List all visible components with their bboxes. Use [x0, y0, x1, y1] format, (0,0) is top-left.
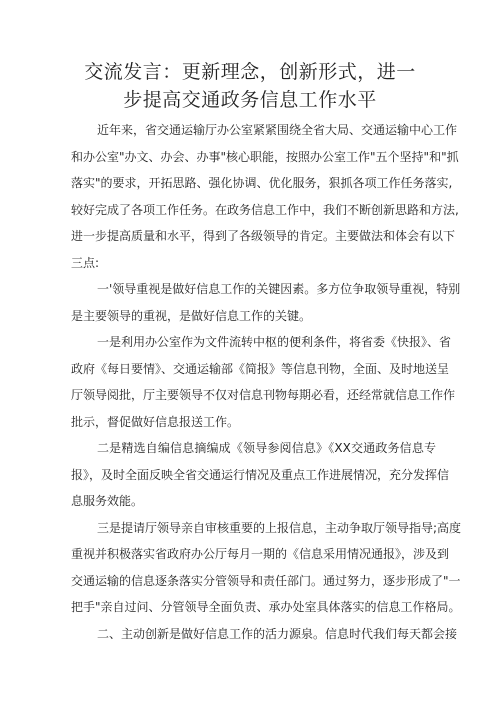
paragraph-1-line-6: 三点: — [71, 255, 100, 270]
paragraph-6-line-1: 二、主动创新是做好信息工作的活力源泉。信息时代我们每天都会接 — [97, 626, 458, 641]
paragraph-1-line-3: 落实"的要求，开拓思路、强化协调、优化服务，狠抓各项工作任务落实, — [71, 176, 453, 190]
paragraph-1-line-5: 进一步提高质量和水平，得到了各级领导的肯定。主要做法和体会有以下 — [71, 229, 456, 243]
paragraph-5-line-3: 交通运输的信息逐条落实分管领导和责任部门。通过努力，逐步形成了"一 — [71, 573, 461, 588]
paragraph-5-line-2: 重视并积极落实省政府办公厅每月一期的《信息采用情况通报》，涉及到 — [71, 547, 450, 561]
document-title-line-1: 交流发言：更新理念，创新形式，进一 — [84, 61, 416, 83]
paragraph-1-line-1: 近年来，省交通运输厅办公室紧紧围绕全省大局、交通运输中心工作 — [97, 123, 458, 137]
paragraph-2-line-1: 一'领导重视是做好信息工作的关键因素。多方位争取领导重视，特别 — [97, 282, 461, 296]
paragraph-5-line-4: 把手"亲自过问、分管领导全面负责、承办处室具体落实的信息工作格局。 — [71, 600, 461, 614]
paragraph-4-line-2: 报》，及时全面反映全省交通运行情况及重点工作进展情况，充分发挥信 — [71, 467, 450, 482]
paragraph-3-line-2: 政府《每日要情》、交通运输部《简报》等信息刊物，全面、及时地送呈 — [71, 361, 450, 376]
paragraph-1-line-2: 和办公室"办文、办会、办事"核心职能，按照办公室工作"五个坚持"和"抓 — [71, 149, 459, 164]
paragraph-1-line-4: 较好完成了各项工作任务。在政务信息工作中，我们不断创新思路和方法, — [71, 202, 459, 217]
document-title-line-2: 步提高交通政务信息工作水平 — [123, 89, 377, 111]
paragraph-2-line-2: 是主要领导的重视，是做好信息工作的关键。 — [71, 308, 312, 323]
paragraph-4-line-3: 息服务效能。 — [71, 494, 144, 508]
paragraph-3-line-3: 厅领导阅批，厅主要领导不仅对信息刊物每期必看，还经常就信息工作作 — [71, 388, 456, 402]
paragraph-3-line-1: 一是利用办公室作为文件流转中枢的便利条件，将省委《快报》、省 — [97, 335, 452, 349]
paragraph-4-line-1: 二是精选自编信息摘编成《领导参阅信息》《XX交通政务信息专 — [97, 441, 436, 455]
paragraph-3-line-4: 批示，督促做好信息报送工作。 — [71, 414, 240, 429]
paragraph-5-line-1: 三是提请厅领导亲自审核重要的上报信息，主动争取厅领导指导;高度 — [97, 520, 462, 535]
